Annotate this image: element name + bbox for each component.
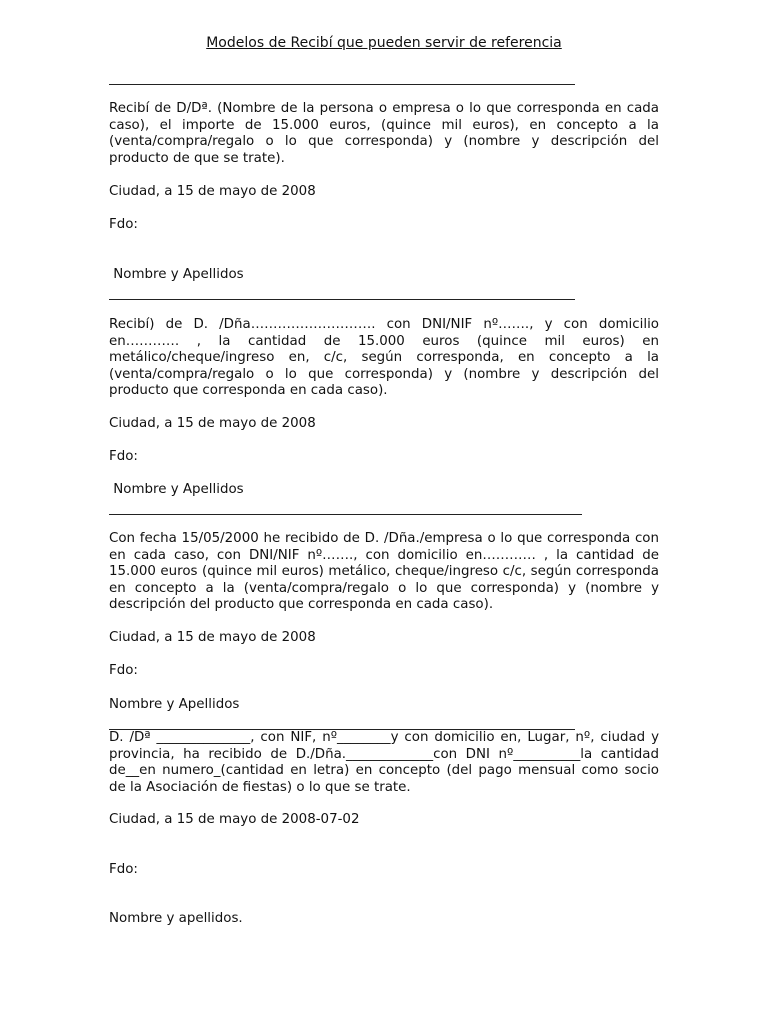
receipt-model-3-body: Con fecha 15/05/2000 he recibido de D. /Dña./empresa o lo que corresponda con en cada caso, con DNI/NIF nº……., con domicilio en………… , la cantidad de 15.000 euros (quince mil euros) metálico, cheque/ingreso c/c, según corresponda en concepto a la (venta/compra/regalo o lo que corresponda) y (nombre y descripción del producto que corresponda en cada caso). (109, 531, 659, 612)
separator-rule (109, 514, 582, 515)
document-title: Modelos de Recibí que pueden servir de referencia (206, 35, 562, 51)
receipt-model-1-date: Ciudad, a 15 de mayo de 2008 (109, 184, 316, 199)
receipt-model-3-name-line: Nombre y Apellidos (109, 697, 240, 712)
receipt-model-1-name-line: Nombre y Apellidos (109, 267, 244, 282)
receipt-model-1-body: Recibí de D/Dª. (Nombre de la persona o empresa o lo que corresponda en cada caso), el importe de 15.000 euros, (quince mil euros), en concepto a la (venta/compra/regalo o lo que corresponda) y (nombre y descripción del producto de que se trate). (109, 101, 659, 166)
receipt-model-4-date: Ciudad, a 15 de mayo de 2008-07-02 (109, 812, 360, 827)
receipt-model-2-signature: Fdo: (109, 449, 138, 464)
receipt-model-2-name-line: Nombre y Apellidos (109, 482, 244, 497)
receipt-model-4-body: D. /Dª ______________, con NIF, nº________y con domicilio en, Lugar, nº, ciudad y provincia, ha recibido de D./Dña._____________con DNI nº__________la cantidad de__en numero_(cantidad en letra) en concepto (del pago mensual como socio de la Asociación de fiestas) o lo que se trate. (109, 730, 659, 795)
separator-rule (109, 299, 575, 300)
receipt-model-3-signature: Fdo: (109, 663, 138, 678)
receipt-model-2-body: Recibí) de D. /Dña………………………. con DNI/NIF nº……., y con domicilio en………… , la cantidad de 15.000 euros (quince mil euros) en metálico/cheque/ingreso en, c/c, según corresponda, en concepto a la (venta/compra/regalo o lo que corresponda) y (nombre y descripción del producto que corresponda en cada caso). (109, 317, 659, 398)
receipt-model-1-signature: Fdo: (109, 217, 138, 232)
receipt-model-2-date: Ciudad, a 15 de mayo de 2008 (109, 416, 316, 431)
receipt-model-4-name-line: Nombre y apellidos. (109, 911, 243, 926)
receipt-model-4-signature: Fdo: (109, 862, 138, 877)
separator-rule (109, 84, 575, 85)
receipt-model-3-date: Ciudad, a 15 de mayo de 2008 (109, 630, 316, 645)
